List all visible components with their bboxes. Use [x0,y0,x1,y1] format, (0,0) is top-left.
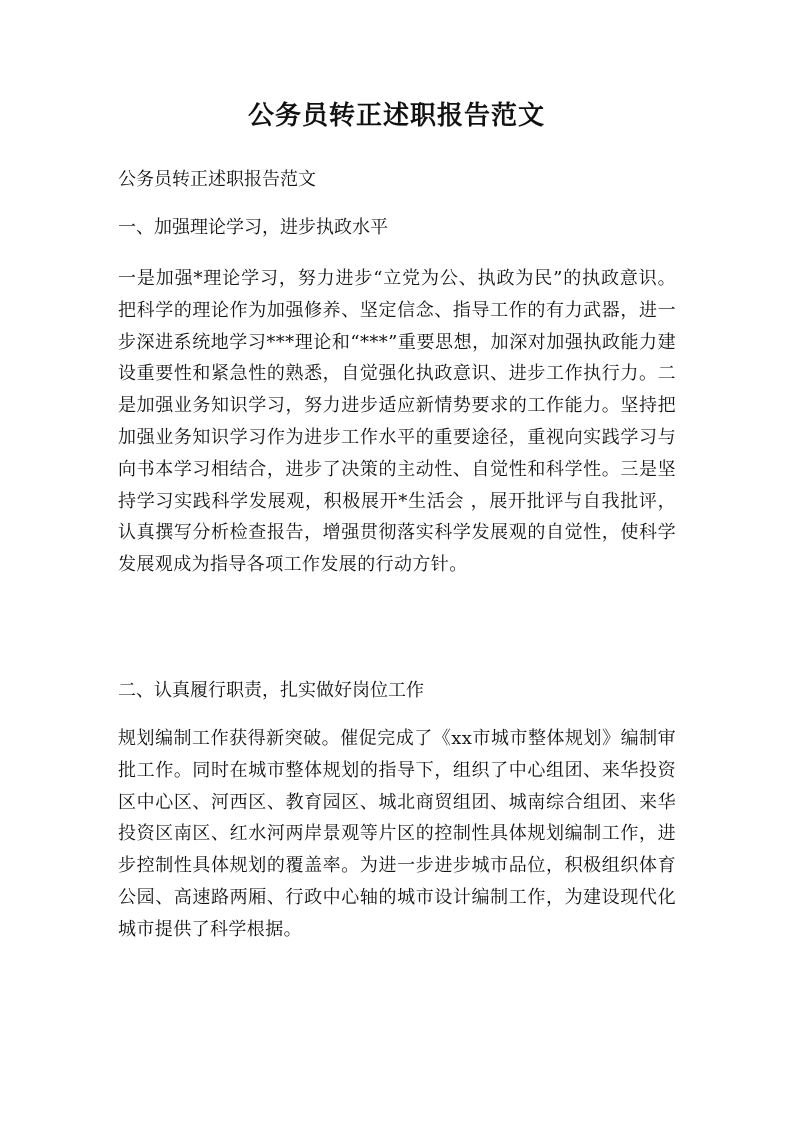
section-heading-2: 二、认真履行职责，扎实做好岗位工作 [118,680,424,701]
document-subtitle: 公务员转正述职报告范文 [118,169,316,190]
section-body-1: 一是加强*理论学习，努力进步“立党为公、执政为民”的执政意识。把科学的理论作为加强修养、坚定信念、指导工作的有力武器，进一步深进系统地学习***理论和“***”重要思想，加深对加强执政能力建设重要性和紧急性的熟悉，自觉强化执政意识、进步工作执行力。二是加强业务知识学习，努力进步适应新情势要求的工作能力。坚持把加强业务知识学习作为进步工作水平的重要途径，重视向实践学习与向书本学习相结合，进步了决策的主动性、自觉性和科学性。三是坚持学习实践科学发展观，积极展开*生活会 ，展开批评与自我批评，认真撰写分析检查报告，增强贯彻落实科学发展观的自觉性，使科学发展观成为指导各项工作发展的行动方针。 [118,268,676,576]
document-title: 公务员转正述职报告范文 [247,101,545,131]
section-heading-1: 一、加强理论学习，进步执政水平 [118,217,388,238]
section-body-2: 规划编制工作获得新突破。催促完成了《xx市城市整体规划》编制审批工作。同时在城市整体规划的指导下，组织了中心组团、来华投资区中心区、河西区、教育园区、城北商贸组团、城南综合组团、来华投资区南区、红水河两岸景观等片区的控制性具体规划编制工作，进步控制性具体规划的覆盖率。为进一步进步城市品位，积极组织体育公园、高速路两厢、行政中心轴的城市设计编制工作，为建设现代化城市提供了科学根据。 [118,728,676,940]
